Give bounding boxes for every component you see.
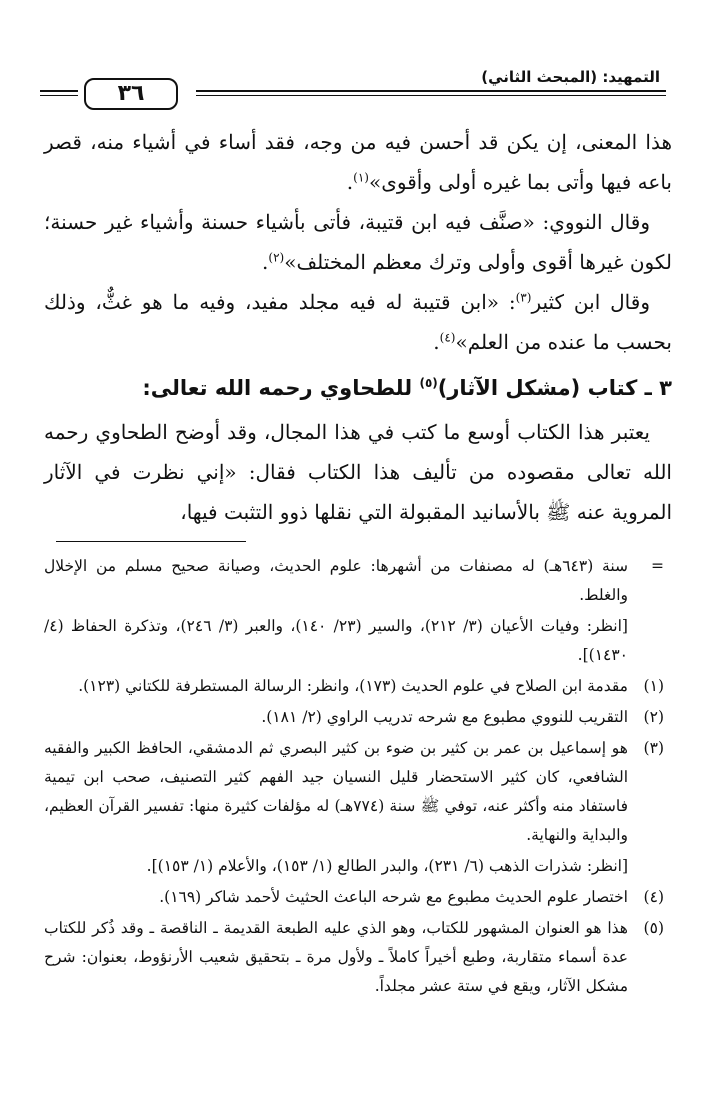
paragraph [44, 122, 672, 202]
footnote-text: مقدمة ابن الصلاح في علوم الحديث (١٧٣)، وانظر: الرسالة المستطرفة للكتاني (١٢٣). [78, 677, 628, 695]
footnote [44, 672, 664, 701]
footnote-text: اختصار علوم الحديث مطبوع مع شرحه الباعث الحثيث لأحمد شاكر (١٦٩). [159, 888, 628, 906]
footnote-number [628, 852, 664, 881]
footnote-ref[interactable]: (١) [353, 170, 369, 185]
footnote [44, 883, 664, 912]
footnote-ref[interactable]: (٥) [419, 376, 438, 390]
header-rule [40, 90, 78, 92]
footnote-number: = [651, 557, 664, 575]
footnote-number: (٤) [643, 888, 664, 906]
paragraph-text: يعتبر هذا الكتاب أوسع ما كتب في هذا المجال، وقد أوضح الطحاوي رحمه الله تعالى مقصوده من تأليف هذا الكتاب فقال: «إني نظرت في الآثار المروية عنه ﷺ بالأسانيد المقبولة التي نقلها ذوو التثبت فيها، [44, 420, 672, 524]
paragraph-text: هذا المعنى، إن يكن قد أحسن فيه من وجه، فقد أساء في أشياء منه، قصر باعه فيها وأتى بما غيره أولى وأقوى» [44, 130, 672, 194]
footnote [44, 734, 664, 850]
heading-text: للطحاوي رحمه الله تعالى: [142, 376, 420, 400]
footnote-text: التقريب للنووي مطبوع مع شرحه تدريب الراوي (٢/ ١٨١). [261, 708, 628, 726]
section-heading [44, 368, 672, 408]
footnote-ref[interactable]: (٣) [515, 290, 532, 305]
footnote [44, 852, 664, 881]
footnote-number: (٢) [643, 708, 664, 726]
header-rule [40, 95, 78, 96]
running-head: التمهيد: (المبحث الثاني) [481, 68, 660, 86]
footnote [44, 552, 664, 610]
footnote-number: (١) [643, 677, 664, 695]
footnote-text: هو إسماعيل بن عمر بن كثير بن ضوء بن كثير البصري ثم الدمشقي، الحافظ الكبير والفقيه الشافعي، كان كثير الاستحضار قليل النسيان جيد الفهم كثير التصنيف، صحب ابن تيمية فاستفاد منه وأكثر عنه، توفي ﷺ سنة (٧٧٤هـ) له مؤلفات كثيرة منها: تفسير القرآن العظيم، والبداية والنهاية. [44, 739, 628, 844]
paragraph [44, 202, 672, 282]
paragraph-end: . [346, 170, 354, 194]
footnote-text: [انظر: وفيات الأعيان (٣/ ٢١٢)، والسير (٢٣/ ١٤٠)، والعبر (٣/ ٢٤٦)، وتذكرة الحفاظ (٤/ ١٤٣٠)]. [44, 617, 628, 664]
footnote-number [628, 612, 664, 670]
footnote-text: هذا هو العنوان المشهور للكتاب، وهو الذي عليه الطبعة القديمة ـ الناقصة ـ وقد ذُكر للكتاب عدة أسماء متقاربة، وطبع أخيراً كاملاً ـ ولأول مرة ـ بتحقيق شعيب الأرنؤوط، بعنوان: شرح مشكل الآثار، ويقع في ستة عشر مجلداً. [44, 919, 628, 995]
heading-text: ٣ ـ كتاب (مشكل الآثار) [437, 376, 672, 400]
header-rule [196, 95, 666, 96]
page-number: ٣٦ [84, 78, 178, 110]
footnote-number: (٣) [643, 739, 664, 757]
page-header [40, 60, 666, 104]
header-rule [196, 90, 666, 92]
footnotes [44, 552, 664, 1003]
footnote-ref[interactable]: (٢) [268, 250, 285, 265]
paragraph [44, 282, 672, 362]
paragraph-text: : «ابن قتيبة له فيه مجلد مفيد، وفيه ما هو غثٌّ، وذلك بحسب ما عنده من العلم» [44, 290, 672, 354]
paragraph-text: وقال ابن كثير [531, 290, 650, 314]
footnote-text: سنة (٦٤٣هـ) له مصنفات من أشهرها: علوم الحديث، وصيانة صحيح مسلم من الإخلال والغلط. [44, 557, 628, 604]
footnote [44, 612, 664, 670]
paragraph-end: . [433, 330, 440, 354]
footnote-separator [56, 541, 246, 542]
main-text [44, 122, 672, 532]
paragraph [44, 412, 672, 532]
footnote-ref[interactable]: (٤) [439, 330, 456, 345]
footnote [44, 703, 664, 732]
footnote [44, 914, 664, 1001]
footnote-text: [انظر: شذرات الذهب (٦/ ٢٣١)، والبدر الطالع (١/ ١٥٣)، والأعلام (١/ ١٥٣)]. [146, 857, 628, 875]
footnote-number: (٥) [643, 919, 664, 937]
paragraph-end: . [262, 250, 269, 274]
paragraph-text: وقال النووي: «صنَّف فيه ابن قتيبة، فأتى بأشياء حسنة وأشياء غير حسنة؛ لكون غيرها أقوى وأولى وترك معظم المختلف» [44, 210, 672, 274]
